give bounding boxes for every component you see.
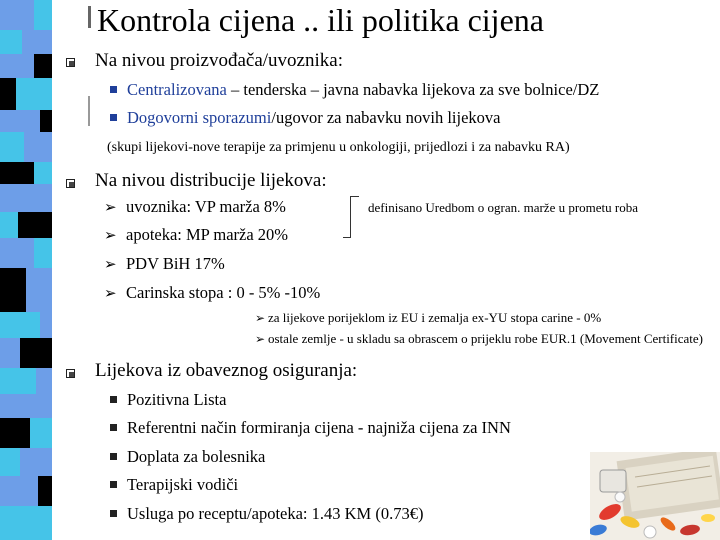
arrow-bullet-icon: ➢ — [104, 198, 117, 216]
brace-note: definisano Uredbom o ogran. marže u prometu roba — [368, 200, 639, 215]
arrow-bullet-icon: ➢ — [104, 226, 117, 244]
checkbox-square-icon — [66, 58, 75, 67]
square-bullet-icon — [110, 510, 117, 517]
section1-item-1: Centralizovana – tenderska – javna nabavka lijekova za sve bolnice/DZ — [110, 80, 599, 100]
section3-item-2: Referentni način formiranja cijena - najniža cijena za INN — [110, 418, 511, 438]
section2-item-3: ➢ PDV BiH 17% — [104, 254, 225, 273]
section2-item-1: ➢ uvoznika: VP marža 8% — [104, 197, 286, 216]
section2-item-2: ➢ apoteka: MP marža 20% — [104, 225, 289, 244]
arrow-bullet-icon: ➢ — [104, 255, 117, 273]
bracket-connector — [350, 196, 361, 238]
section3-item-3: Doplata za bolesnika — [110, 447, 265, 467]
checkbox-square-icon — [66, 179, 75, 188]
section3-item-4: Terapijski vodiči — [110, 475, 238, 495]
title-accent-bar — [88, 6, 91, 28]
slide-title: Kontrola cijena .. ili politika cijena — [97, 2, 544, 38]
arrow-bullet-icon: ➢ — [104, 284, 117, 302]
section1-heading: Na nivou proizvođača/uvoznika: — [95, 50, 343, 71]
square-bullet-icon — [110, 396, 117, 403]
square-bullet-icon — [110, 453, 117, 460]
section3-item-1: Pozitivna Lista — [110, 390, 226, 410]
section2-heading: Na nivou distribucije lijekova: — [95, 170, 327, 191]
square-bullet-icon — [110, 114, 117, 121]
section1-item-2: Dogovorni sporazumi/ugovor za nabavku novih lijekova — [110, 108, 500, 128]
arrow-bullet-icon: ➢ — [255, 332, 266, 346]
checkbox-square-icon — [66, 369, 75, 378]
section3-item-5: Usluga po receptu/apoteka: 1.43 KM (0.73€) — [110, 504, 423, 524]
section1-note: (skupi lijekovi-nove terapije za primjenu u onkologiji, prijedlozi i za nabavku RA) — [107, 140, 570, 155]
section2-item-4: ➢ Carinska stopa : 0 - 5% -10% — [104, 283, 321, 302]
square-bullet-icon — [110, 424, 117, 431]
arrow-bullet-icon: ➢ — [255, 311, 266, 325]
square-bullet-icon — [110, 86, 117, 93]
section3-heading: Lijekova iz obaveznog osiguranja: — [95, 360, 358, 381]
pills-and-money-image — [590, 452, 720, 540]
decorative-left-strip — [0, 0, 52, 540]
section2-subitem-1: ➢ za lijekove porijeklom iz EU i zemalja ex-YU stopa carine - 0% — [255, 310, 602, 325]
section2-subitem-2: ➢ ostale zemlje - u skladu sa obrascem o prijeklu robe EUR.1 (Movement Certificate) — [255, 331, 703, 346]
subsection-accent-bar — [88, 96, 90, 126]
square-bullet-icon — [110, 481, 117, 488]
